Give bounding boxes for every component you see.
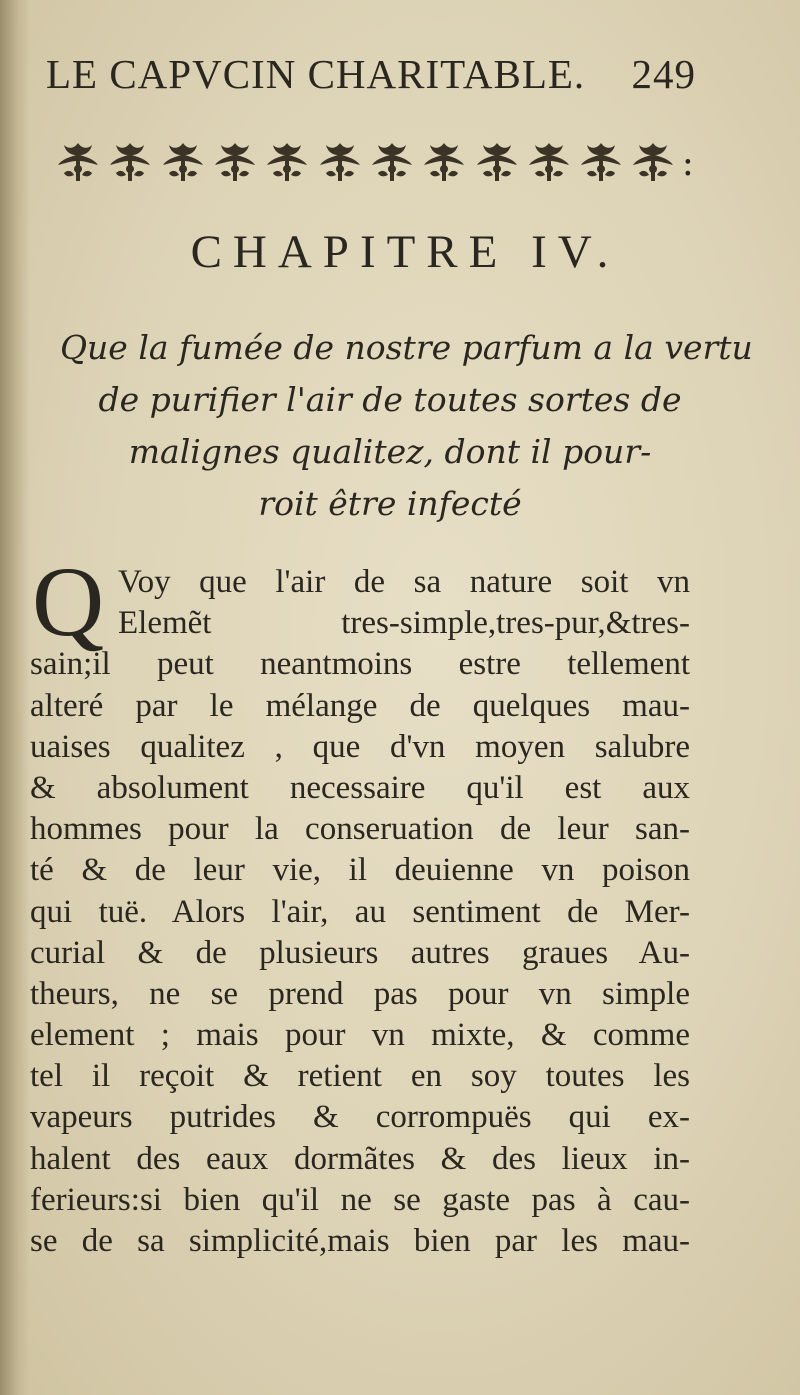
ornament-band bbox=[54, 138, 694, 190]
body-line: tel il reçoit & retient en soy toutes les bbox=[30, 1058, 690, 1095]
body-line: qui tuë. Alors l'air, au sentiment de Mer- bbox=[30, 893, 690, 930]
body-line: sain;il peut neantmoins estre tellement bbox=[30, 646, 690, 683]
fleuron-icon bbox=[106, 139, 154, 189]
fleuron-icon bbox=[473, 139, 521, 189]
body-line: halent des eaux dormãtes & des lieux in- bbox=[30, 1140, 690, 1177]
fleuron-icon bbox=[420, 139, 468, 189]
body-line: element ; mais pour vn mixte, & comme bbox=[30, 1017, 690, 1054]
ornament-colon: : bbox=[681, 143, 694, 184]
summary-line: malignes qualitez, dont il pour- bbox=[128, 432, 652, 471]
running-head-title: LE CAPVCIN CHARITABLE. bbox=[46, 51, 586, 97]
fleuron-icon bbox=[54, 139, 102, 189]
page-number: 249 bbox=[631, 51, 696, 97]
body-line: té & de leur vie, il deuienne vn poison bbox=[30, 852, 690, 889]
body-line: uaises qualitez , que d'vn moyen salubre bbox=[30, 728, 690, 765]
fleuron-icon bbox=[316, 139, 364, 189]
fleuron-icon bbox=[211, 139, 259, 189]
running-head bbox=[46, 48, 706, 100]
fleuron-icon bbox=[525, 139, 573, 189]
body-line: Voy que l'air de sa nature soit vn bbox=[118, 564, 690, 600]
spine-shadow bbox=[0, 0, 30, 1395]
body-text bbox=[30, 562, 690, 1262]
body-line: se de sa simplicité,mais bien par les mau- bbox=[30, 1223, 690, 1259]
fleuron-icon bbox=[629, 139, 677, 189]
summary-line: roit être infecté bbox=[258, 484, 522, 523]
body-line: & absolument necessaire qu'il est aux bbox=[30, 769, 690, 806]
chapter-heading: CHAPITRE IV. bbox=[190, 226, 620, 278]
body-line: alteré par le mélange de quelques mau- bbox=[30, 687, 690, 724]
body-line: vapeurs putrides & corrompuës qui ex- bbox=[30, 1099, 690, 1136]
body-line: hommes pour la conseruation de leur san- bbox=[30, 811, 690, 848]
body-line: ferieurs:si bien qu'il ne se gaste pas à cau- bbox=[30, 1181, 690, 1218]
drop-cap: Q bbox=[32, 546, 105, 657]
body-line: Elemẽt tres-simple,tres-pur,&tres- bbox=[118, 605, 690, 642]
chapter-summary bbox=[60, 322, 753, 530]
body-line: curial & de plusieurs autres graues Au- bbox=[30, 934, 690, 971]
summary-line: de purifier l'air de toutes sortes de bbox=[98, 380, 682, 419]
body-line: theurs, ne se prend pas pour vn simple bbox=[30, 975, 690, 1012]
fleuron-icon bbox=[159, 139, 207, 189]
fleuron-icon bbox=[577, 139, 625, 189]
fleuron-icon bbox=[368, 139, 416, 189]
fleuron-icon bbox=[263, 139, 311, 189]
summary-line: Que la fumée de nostre parfum a la vertu bbox=[60, 328, 753, 367]
